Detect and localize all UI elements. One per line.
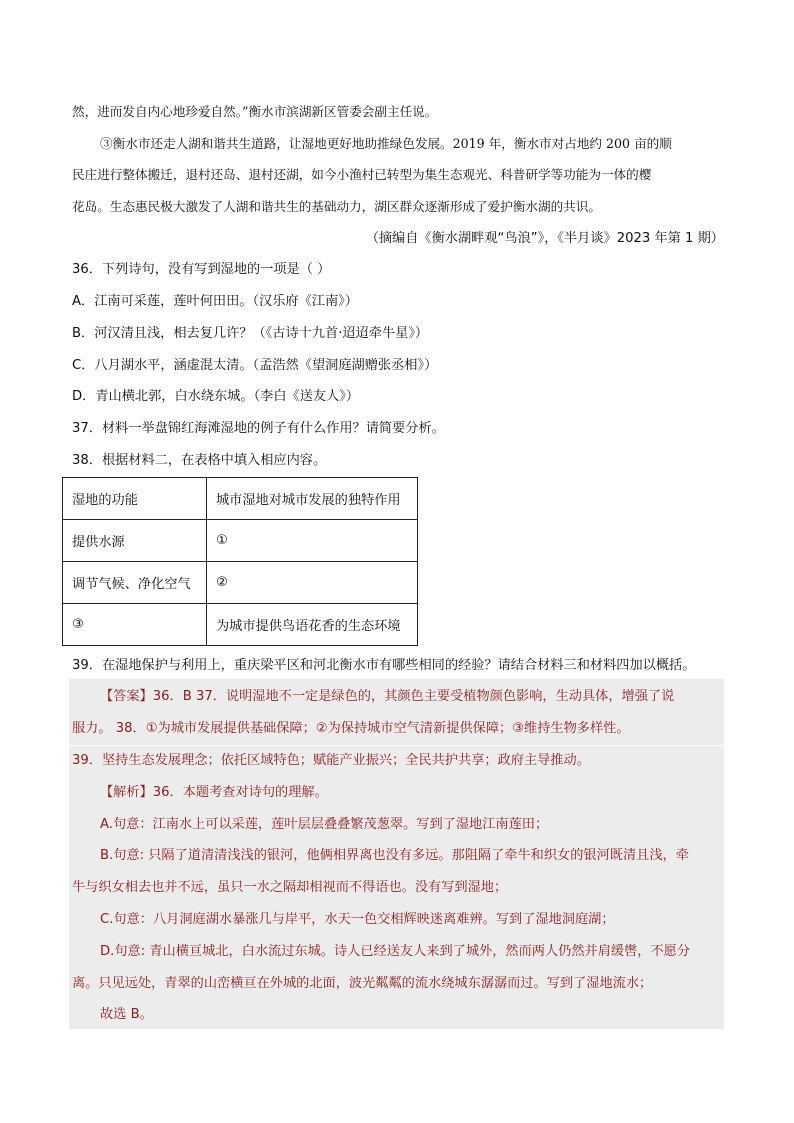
passage-line-3: 民庄进行整体搬迁，退村还岛、退村还湖，如今小渔村已转型为集生态观光、科普研学等功能为一体的樱	[72, 167, 652, 182]
analysis-option-a: A.句意：江南水上可以采莲，莲叶层层叠叠繁茂葱翠。写到了湿地江南莲田；	[100, 817, 549, 832]
question-38: 38．根据材料二，在表格中填入相应内容。	[72, 453, 327, 468]
analysis-option-b-cont: 牛与织女相去也并不远，虽只一水之隔却相视而不得语也。没有写到湿地；	[72, 880, 508, 895]
question-37: 37．材料一举盘锦红海滩湿地的例子有什么作用？请简要分析。	[72, 421, 445, 436]
analysis-conclusion: 故选 B。	[100, 1007, 153, 1022]
answer-divider	[69, 745, 724, 746]
answer-table	[62, 477, 418, 646]
table-row	[63, 520, 418, 562]
answer-line-1: 【答案】36．B 37．说明湿地不一定是绿色的，其颜色主要受植物颜色影响，生动具体，增强了说	[100, 689, 675, 704]
table-header-cell: 湿地的功能	[63, 478, 207, 520]
analysis-option-c: C.句意：八月洞庭湖水暴涨几与岸平，水天一色交相辉映迷离难辨。写到了湿地洞庭湖；	[100, 912, 615, 927]
option-a: A．江南可采莲，莲叶何田田。（汉乐府《江南》）	[72, 294, 358, 309]
table-cell: 调节气候、净化空气	[63, 562, 207, 604]
table-cell: 为城市提供鸟语花香的生态环境	[207, 604, 418, 646]
table-row	[63, 562, 418, 604]
table-header-cell: 城市湿地对城市发展的独特作用	[207, 478, 418, 520]
table-cell: ①	[207, 520, 418, 562]
question-39: 39．在湿地保护与利用上，重庆梁平区和河北衡水市有哪些相同的经验？请结合材料三和材料四加以概括。	[72, 658, 696, 673]
option-c: C．八月湖水平，涵虚混太清。（孟浩然《望洞庭湖赠张丞相》）	[72, 358, 438, 373]
answer-line-3: 39．坚持生态发展理念；依托区域特色；赋能产业振兴；全民共护共享；政府主导推动。	[72, 753, 590, 768]
table-header-row	[63, 478, 418, 520]
analysis-option-d-cont: 离。只见远处，青翠的山峦横亘在外城的北面，波光粼粼的流水绕城东潺潺而过。写到了湿地流水；	[72, 976, 653, 991]
table-cell: ②	[207, 562, 418, 604]
option-b: B．河汉清且浅，相去复几许？（《古诗十九首·迢迢牵牛星》）	[72, 326, 429, 341]
analysis-heading: 【解析】36．本题考查对诗句的理解。	[100, 785, 328, 800]
question-36: 36．下列诗句，没有写到湿地的一项是（ ）	[72, 262, 331, 277]
passage-line-1: 然，进而发自内心地珍爱自然。”衡水市滨湖新区管委会副主任说。	[72, 104, 438, 119]
table-cell: 提供水源	[63, 520, 207, 562]
passage-line-2: ③衡水市还走人湖和谐共生道路，让湿地更好地助推绿色发展。2019 年，衡水市对占地约 200 亩的顺	[100, 136, 672, 151]
passage-line-4: 花岛。生态惠民极大激发了人湖和谐共生的基础动力，湖区群众逐渐形成了爱护衡水湖的共识。	[72, 199, 601, 214]
passage-source: （摘编自《衡水湖畔观“鸟浪”》，《半月谈》2023 年第 1 期）	[365, 231, 724, 246]
option-d: D．青山横北郭，白水绕东城。（李白《送友人》）	[72, 389, 360, 404]
answer-line-2: 服力。 38．①为城市发展提供基础保障；②为保持城市空气清新提供保障；③维持生物多样性。	[72, 721, 630, 736]
analysis-option-d: D.句意: 青山横亘城北，白水流过东城。诗人已经送友人来到了城外，然而两人仍然并肩缓辔，不愿分	[100, 944, 691, 959]
table-cell: ③	[63, 604, 207, 646]
table-row	[63, 604, 418, 646]
analysis-option-b: B.句意: 只隔了道清清浅浅的银河，他俩相界离也没有多远。那阻隔了牵牛和织女的银河既清且浅，牵	[100, 848, 689, 863]
